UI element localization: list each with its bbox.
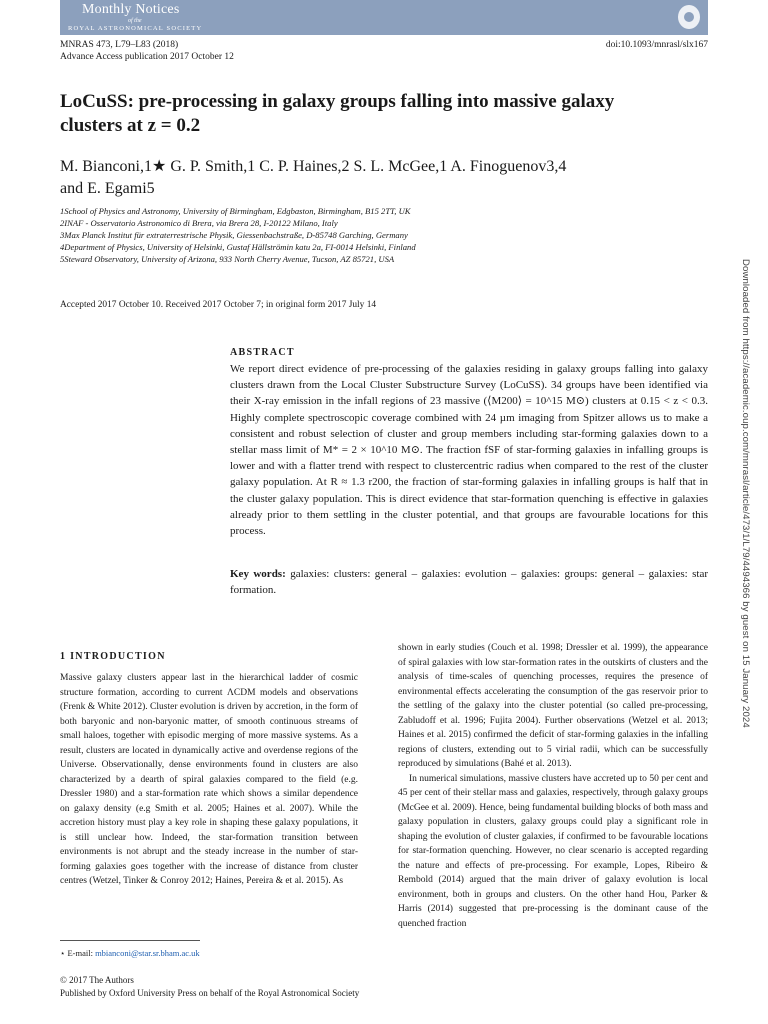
affiliation-item: 1School of Physics and Astronomy, University of Birmingham, Edgbaston, Birmingham, B15 2TT, UK	[60, 206, 411, 216]
doi-link[interactable]: doi:10.1093/mnrasl/slx167	[605, 40, 708, 50]
journal-banner-society: ROYAL ASTRONOMICAL SOCIETY	[68, 25, 203, 32]
journal-banner	[60, 0, 708, 35]
affiliation-item: 5Steward Observatory, University of Arizona, 933 North Cherry Avenue, Tucson, AZ 85721, USA	[60, 254, 395, 264]
intro-paragraph-3: In numerical simulations, massive clusters have accreted up to 50 per cent and 45 per cent of their stellar mass and galaxies, respectively, through galaxy groups (McGee et al. 2009). Hence, being fundamental building blocks of both mass and galaxy population in clusters, galaxy groups could play a significant role in shaping the evolution of cluster galaxies, if confirmed to be favourable locations for star-formation quenching. However, no clear scenario is accepted regarding the nature and effects of pre-processing. For example, Lopes, Ribeiro & Rembold (2014) argued that the main driver of galaxy evolution is local environment, both in groups and clusters. On the other hand Hou, Parker & Harris (2014) suggested that pre-processing is the dominant cause of the quenched fraction	[398, 773, 708, 929]
intro-paragraph-1: Massive galaxy clusters appear last in the hierarchical ladder of cosmic structure formation, according to current ΛCDM models and observations (Frenk & White 2012). Cluster evolution is driven by accretion, in the form of both baryonic and non-baryonic matter, of smooth continuous streams of small haloes, together with episodic merging of more massive systems. As a result, clusters are located in dynamically active and overdense regions of the Universe. Observationally, dense environments found in clusters are also characterized by a dearth of spiral galaxies compared to the field (e.g. Dressler 1980) and a star-formation rate which shows a similar dependence on galaxy density (e.g Smith et al. 2005; Haines et al. 2007). While the accretion history must play a key role in shaping these galaxy populations, it is still unclear how. Indeed, the star-formation transition between environments is not abrupt and the steady increase in the number of star-forming galaxies goes together with the increase of distance from cluster centres (Wetzel, Tinker & Conroy 2012; Haines, Pereira & et al. 2015). As	[60, 673, 358, 886]
citation-block	[60, 40, 234, 63]
advance-access-line: Advance Access publication 2017 October 12	[60, 51, 234, 62]
affiliation-list	[60, 205, 710, 265]
section-heading-introduction: 1 INTRODUCTION	[60, 651, 166, 662]
accepted-dates: Accepted 2017 October 10. Received 2017 October 7; in original form 2017 July 14	[60, 300, 377, 310]
footnote-label: ⋆ E-mail:	[60, 948, 93, 958]
affiliation-item: 4Department of Physics, University of Helsinki, Gustaf Hällströmin katu 2a, FI-0014 Helsinki, Finland	[60, 242, 416, 252]
body-column-left	[60, 671, 358, 889]
footnote-divider	[60, 940, 200, 941]
seal-center-icon	[684, 12, 694, 22]
affiliation-item: 3Max Planck Institut für extraterrestrische Physik, Giessenbachstraße, D-85748 Garching, Germany	[60, 230, 408, 240]
paper-title	[60, 90, 680, 138]
paper-title-line-1: LoCuSS: pre-processing in galaxy groups falling into massive galaxy	[60, 91, 615, 112]
abstract-heading: ABSTRACT	[230, 347, 295, 358]
author-list	[60, 156, 700, 200]
body-column-right	[398, 641, 708, 931]
footnote	[60, 948, 200, 959]
citation-line: MNRAS 473, L79–L83 (2018)	[60, 40, 179, 50]
journal-banner-of: of the	[128, 18, 142, 24]
intro-paragraph-2: shown in early studies (Couch et al. 1998; Dressler et al. 1999), the appearance of spiral galaxies with low star-formation rates in the outskirts of clusters and the analysis of time-scales of quenching processes, requires the presence of environmental effects accelerating the consumption of the gas reservoir prior to the settling of the galaxy into the cluster potential (so called pre-processing, Zabludoff et al. 1996; Fujita 2004). Further observations (Wetzel et al. 2013; Haines et al. 2015) confirmed the deficit of star-forming galaxies in the infalling regions of clusters, extending out to 5 virial radii, which can be successfully reproduced by simulations (Bahé et al. 2013).	[398, 643, 708, 769]
download-watermark: Downloaded from https://academic.oup.com/mnrasl/article/473/1/L79/4494366 by guest on 15 January 2024	[740, 259, 751, 728]
keywords-label: Key words:	[230, 568, 286, 580]
abstract-text: We report direct evidence of pre-processing of the galaxies residing in galaxy groups falling into galaxy clusters drawn from the Local Cluster Substructure Survey (LoCuSS). 34 groups have been identified via their X-ray emission in the infall regions of 23 massive (⟨M200⟩ = 10^15 M⊙) clusters at 0.15 < z < 0.3. Highly complete spectroscopic coverage combined with 24 µm imaging from Spitzer allows us to make a consistent and robust selection of cluster and group members including star-forming galaxies down to a stellar mass limit of M* = 2 × 10^10 M⊙. The fraction fSF of star-forming galaxies in infalling groups is lower and with a flatter trend with respect to clustercentric radius when compared to the rest of the cluster galaxy population. At R ≈ 1.3 r200, the fraction of star-forming galaxies in infalling groups is half that in the cluster galaxy population. This is direct evidence that star-formation quenching is effective in galaxies already prior to them settling in the cluster potential, and that groups are favourable locations for this process.	[230, 363, 708, 538]
author-line-2: and E. Egami5	[60, 180, 155, 197]
keywords-text: galaxies: clusters: general – galaxies: evolution – galaxies: groups: general – galaxies: star formation.	[230, 568, 709, 597]
author-line-1: M. Bianconi,1★ G. P. Smith,1 C. P. Haines,2 S. L. McGee,1 A. Finoguenov3,4	[60, 158, 567, 175]
copyright-line: © 2017 The Authors	[60, 975, 134, 985]
journal-banner-title: Monthly Notices	[82, 2, 180, 17]
society-seal-icon	[678, 5, 700, 29]
paper-title-line-2: clusters at z = 0.2	[60, 115, 201, 136]
affiliation-item: 2INAF - Osservatorio Astronomico di Brera, via Brera 28, I-20122 Milano, Italy	[60, 218, 338, 228]
keywords-block	[230, 566, 708, 598]
copyright-block	[60, 974, 359, 1000]
author-email-link[interactable]: mbianconi@star.sr.bham.ac.uk	[95, 948, 200, 958]
publisher-line: Published by Oxford University Press on behalf of the Royal Astronomical Society	[60, 988, 360, 998]
